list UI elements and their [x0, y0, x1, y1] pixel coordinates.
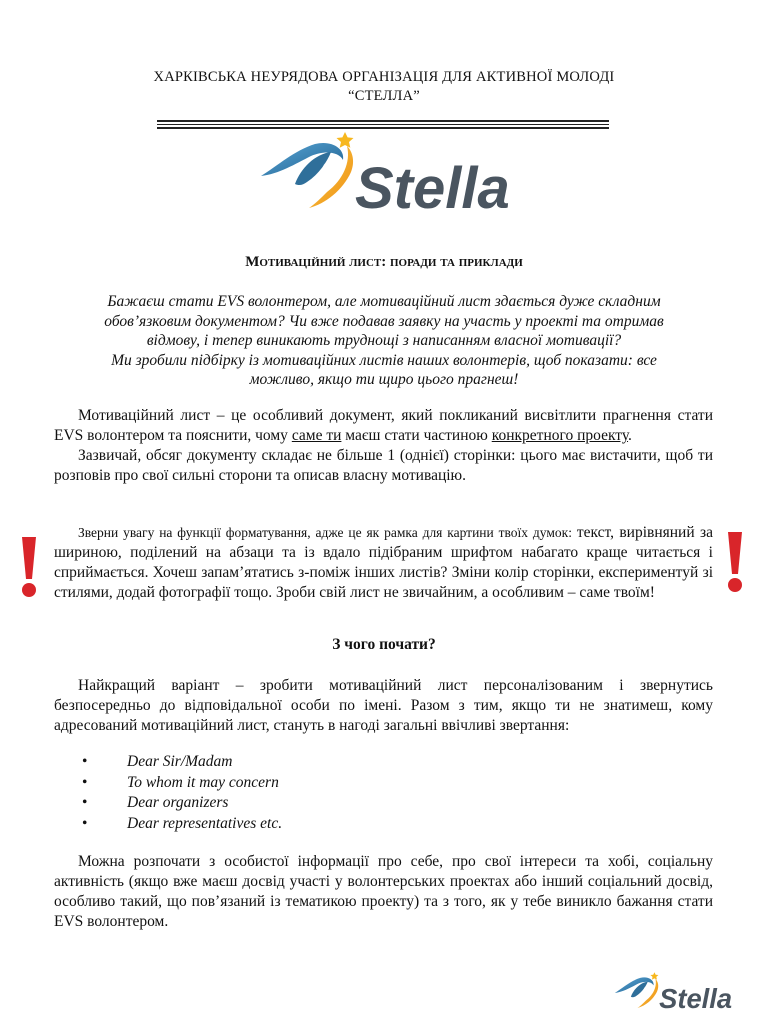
list-item: • Dear organizers [82, 794, 229, 811]
paragraph-length: Зазвичай, обсяг документу складає не більше 1 (однієї) сторінки: цього має вистачити, щоб ти розповів про свої сильні сторони та описав власну мотивацію. [54, 447, 713, 484]
stella-logo-small [612, 970, 744, 1014]
exclamation-icon [18, 535, 40, 599]
list-item: • To whom it may concern [82, 773, 279, 791]
list-item: • Dear Sir/Madam [82, 753, 233, 770]
organization-name [60, 68, 708, 106]
definition-section [54, 406, 713, 486]
intro-block [60, 292, 708, 390]
intro-line: Ми зробили підбірку із мотиваційних листів наших волонтерів, щоб показати: все [111, 351, 657, 369]
star-icon [650, 972, 658, 979]
organization-name-line1: ХАРКІВСЬКА НЕУРЯДОВА ОРГАНІЗАЦІЯ ДЛЯ АКТИВНОЇ МОЛОДІ [153, 69, 615, 85]
stella-logo [255, 128, 535, 220]
emphasis-underline: конкретного проекту [491, 427, 629, 444]
logo-wordmark: Stella [659, 983, 733, 1014]
logo-wordmark: Stella [355, 156, 510, 220]
organization-name-line2: “СТЕЛЛА” [348, 88, 420, 104]
section-heading: З чого почати? [332, 636, 436, 653]
paragraph-tip: Зверни увагу на функції форматування, адже це як рамка для картини твоїх думок: текст, вирівняний за шириною, поділений на абзаци та із вдало підібраним шрифтом набагато краще читається і сприймається. Хочеш запам’ятатись з-поміж інших листів? Зміни колір сторінки, експериментуй зі стилями, додай фотографії тощо. Зроби свій лист не звичайним, а особливим – саме твоїм! [54, 524, 713, 601]
star-icon [337, 132, 354, 148]
intro-line: можливо, якщо ти щиро цього прагнеш! [249, 371, 519, 388]
paragraph-salutation: Найкращий варіант – зробити мотиваційний лист персоналізованим і звернутись безпосередньо до відповідальної особи по імені. Разом з тим, якщо ти не знатимеш, кому адресований мотиваційний лист, стануть в нагоді загальні ввічливі звертання: [54, 677, 713, 734]
swoosh-icon [261, 143, 353, 208]
formatting-tip [54, 523, 713, 603]
swoosh-icon [615, 977, 658, 1008]
intro-line: Бажаєш стати EVS волонтером, але мотиваційний лист здається дуже складним [107, 293, 661, 310]
intro-line: обов’язковим документом? Чи вже подавав заявку на участь у проекті та отримав [104, 312, 664, 330]
intro-line: відмову, і тепер виникають труднощі з написанням власної мотивації? [146, 332, 622, 349]
list-item: • Dear representatives etc. [82, 814, 283, 832]
paragraph-definition: Мотиваційний лист – це особливий документ, який покликаний висвітлити прагнення стати EVS волонтером та пояснити, чому саме ти маєш стати частиною конкретного проекту. [54, 407, 713, 444]
exclamation-icon [724, 530, 746, 594]
salutation-list [82, 752, 282, 834]
page-title: Мотиваційний лист: поради та приклади [245, 254, 523, 270]
emphasis-underline: саме ти [291, 427, 342, 444]
paragraph-start: Можна розпочати з особистої інформації про себе, про свої інтереси та хобі, соціальну активність (якщо вже маєш досвід участі у волонтерських проектах або інший соціальний досвід, особливо такий, що пов’язаний із тематикою проекту) та з того, як у тебе виникло бажання стати EVS волонтером. [54, 853, 713, 930]
